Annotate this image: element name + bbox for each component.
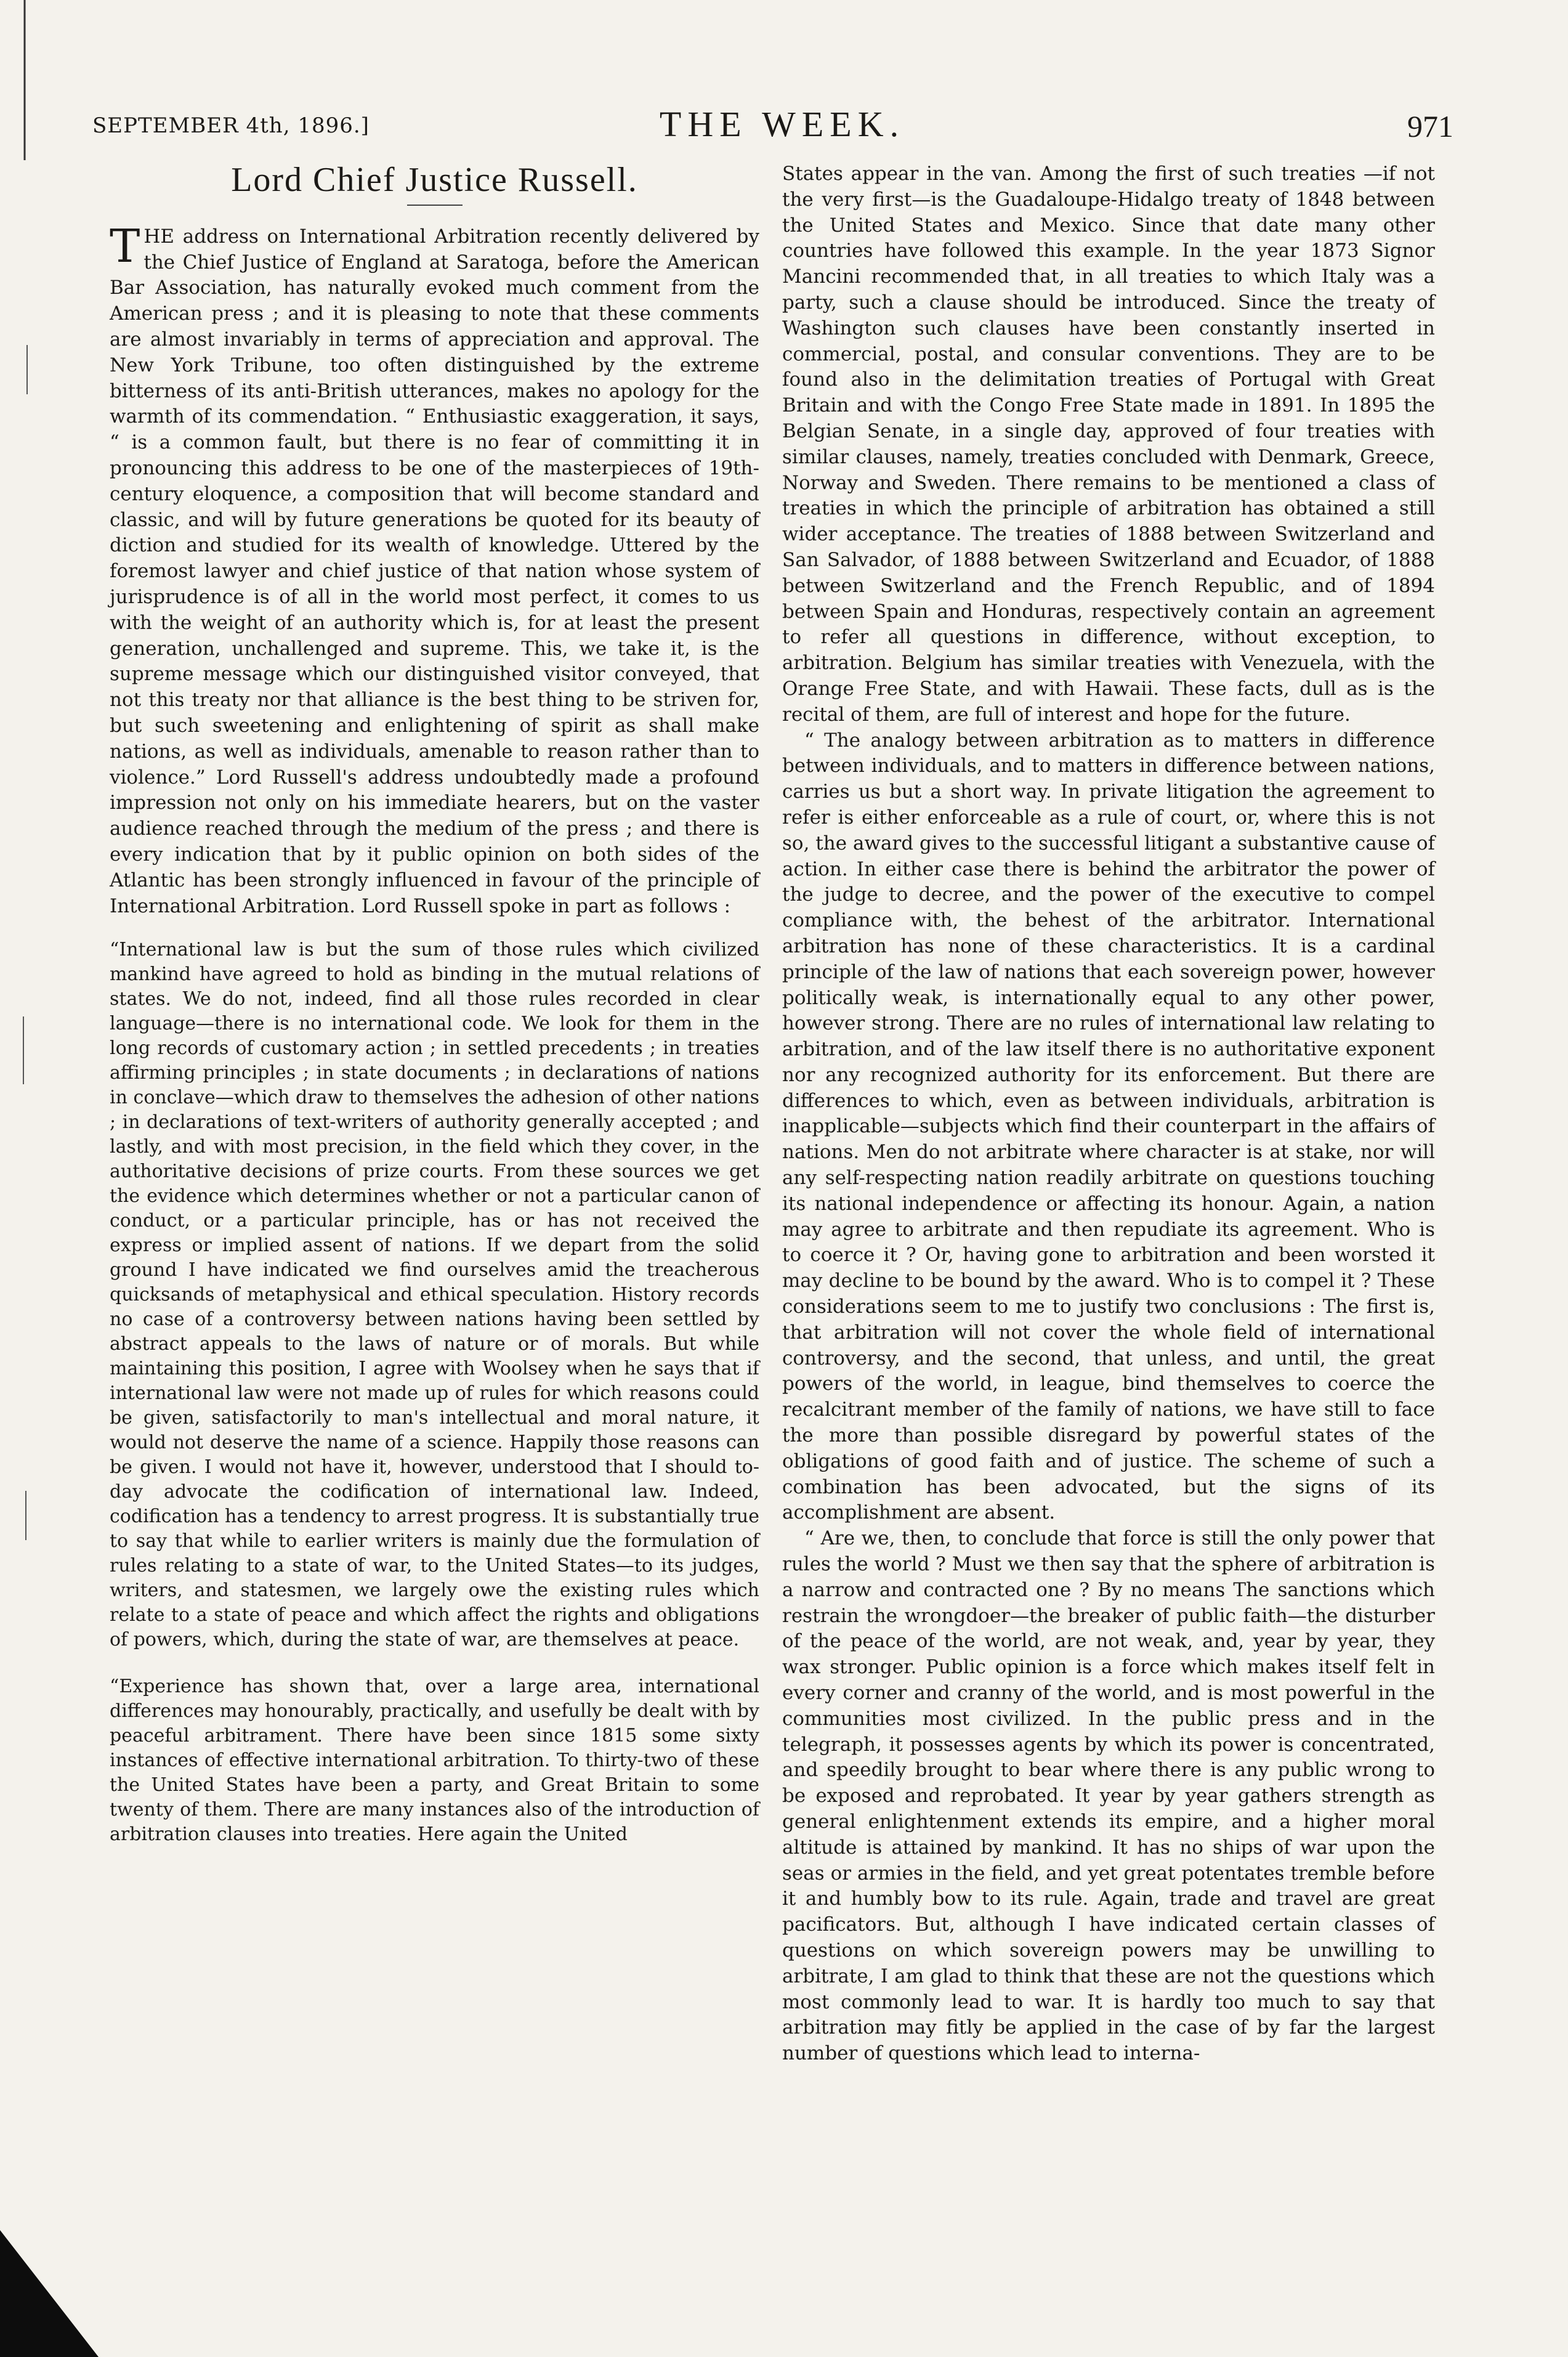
article-intro: THE address on International Arbitration recently delivered by the Chief Justice of England at Saratoga, before the American Bar Association, has naturally evoked much comment from the American press ; and it is pleasing to note that these comments are almost invariably in terms of appreciation and approval. The New York Tribune, too often distinguished by the extreme bitterness of its anti-British utterances, makes no apology for the warmth of its commendation. “ Enthusiastic exaggeration, it says, “ is a common fault, but there is no fear of committing it in pronouncing this address to be one of the masterpieces of 19th-century eloquence, a composition that will become standard and classic, and will by future generations be quoted for its beauty of diction and studied for its wealth of knowledge. Uttered by the foremost lawyer and chief justice of that nation whose system of jurisprudence is of all in the world most perfect, it comes to us with the weight of an authority which is, for at least the present generation, unchallenged and supreme. This, we take it, is the supreme message which our distinguished visitor conveyed, that not this treaty nor that alliance is the best thing to be striven for, but such sweetening and enlightening of spirit as shall make nations, as well as individuals, amenable to reason rather than to violence.” Lord Russell's address undoubtedly made a profound impression not only on his immediate hearers, but on the vaster audience reached through the medium of the press ; and there is every indication that by it public opinion on both sides of the Atlantic has been strongly influenced in favour of the principle of International Arbitration. Lord Russell spoke in part as follows :: [110, 219, 759, 917]
paragraph-treaties: States appear in the van. Among the first of such treaties —if not the very first—is the Guadaloupe-Hidalgo treaty of 1848 between the United States and Mexico. Since that date many other countries have followed this example. In the year 1873 Signor Mancini recommended that, in all treaties to which Italy was a party, such a clause should be introduced. Since the treaty of Washington such clauses have been constantly inserted in commercial, postal, and consular conventions. They are to be found also in the delimitation treaties of Portugal with Great Britain and with the Congo Free State made in 1891. In 1895 the Belgian Senate, in a single day, approved of four treaties with similar clauses, namely, treaties concluded with Denmark, Greece, Norway and Sweden. There remains to be mentioned a class of treaties in which the principle of arbitration has obtained a still wider acceptance. The treaties of 1888 between Switzerland and San Salvador, of 1888 between Switzerland and Ecuador, of 1888 between Switzerland and the French Republic, and of 1894 between Spain and Honduras, respectively contain an agreement to refer all questions in difference, without exception, to arbitration. Belgium has similar treaties with Venezuela, with the Orange Free State, and with Hawaii. These facts, dull as is the recital of them, are full of interest and hope for the future.: [782, 163, 1435, 726]
quote-experience: “Experience has shown that, over a large area, international differences may honourably, practically, and usefully be dealt with by peaceful arbitrament. There have been since 1815 some sixty instances of effective international arbitration. To thirty-two of these the United States have been a party, and Great Britain to some twenty of them. There are many instances also of the introduction of arbitration clauses into treaties. Here again the United: [110, 1676, 759, 1846]
title-rule: [407, 205, 463, 206]
binding-edge-marks: [12, 0, 37, 2357]
right-column: [782, 161, 1435, 2067]
quote-international-law: “International law is but the sum of those rules which civilized mankind have agreed to hold as binding in the mutual relations of states. We do not, indeed, find all those rules recorded in clear language—there is no international code. We look for them in the long records of customary action ; in settled precedents ; in treaties affirming principles ; in state documents ; in declarations of nations in conclave—which draw to themselves the adhesion of other nations ; in declarations of text-writers of authority generally accepted ; and lastly, and with most precision, in the field which they cover, in the authoritative decisions of prize courts. From these sources we get the evidence which determines whether or not a particular canon of conduct, or a particular principle, has or has not received the express or implied assent of nations. If we depart from the solid ground I have indicated we find ourselves amid the treacherous quicksands of metaphysical and ethical speculation. History records no case of a controversy between nations having been settled by abstract appeals to the laws of nature or of morals. But while maintaining this position, I agree with Woolsey when he says that if international law were not made up of rules for which reasons could be given, satisfactorily to man's intellectual and moral nature, it would not deserve the name of a science. Happily those reasons can be given. I would not have it, however, understood that I should to-day advocate the codification of international law. Indeed, codification has a tendency to arrest progress. It is substantially true to say that while to earlier writers is mainly due the formulation of rules relating to a state of war, to the United States—to its judges, writers, and statesmen, we largely owe the existing rules which relate to a state of peace and which affect the rights and obligations of powers, which, during the state of war, are themselves at peace.: [110, 939, 759, 1651]
paragraph-analogy: “ The analogy between arbitration as to matters in difference between individuals, and to matters in difference between nations, carries us but a short way. In private litigation the agreement to refer is either enforceable as a rule of court, or, where this is not so, the award gives to the successful litigant a substantive cause of action. In either case there is behind the arbitrator the power of the judge to decree, and the power of the executive to compel compliance with, the behest of the arbitrator. International arbitration has none of these characteristics. It is a cardinal principle of the law of nations that each sovereign power, however politically weak, is internationally equal to any other power, however strong. There are no rules of international law relating to arbitration, and of the law itself there is no authoritative exponent nor any recognized authority for its enforcement. But there are differences to which, even as between individuals, arbitration is inapplicable—subjects which find their counterpart in the affairs of nations. Men do not arbitrate where character is at stake, nor will any self-respecting nation readily arbitrate on questions touching its national independence or affecting its honour. Again, a nation may agree to arbitrate and then repudiate its agreement. Who is to coerce it ? Or, having gone to arbitration and been worsted it may decline to be bound by the award. Who is to compel it ? These considerations seem to me to justify two conclusions : The first is, that arbitration will not cover the whole field of international controversy, and the second, that unless, and until, the great powers of the world, in league, bind themselves to coerce the recalcitrant member of the family of nations, we have still to face the more than possible disregard by powerful states of the obligations of good faith and of justice. The scheme of such a combination has been advocated, but the signs of its accomplishment are absent.: [782, 729, 1435, 1524]
left-column: [110, 161, 759, 1847]
page-corner-shadow: [0, 2218, 99, 2357]
article-title: Lord Chief Justice Russell.: [231, 161, 638, 199]
page-number: 971: [1407, 109, 1453, 144]
publication-title: THE WEEK.: [659, 104, 905, 144]
paragraph-force: “ Are we, then, to conclude that force is still the only power that rules the world ? Must we then say that the sphere of arbitration is a narrow and contracted one ? By no means The sanctions which restrain the wrongdoer—the breaker of public faith—the disturber of the peace of the world, are not weak, and, year by year, they wax stronger. Public opinion is a force which makes itself felt in every corner and cranny of the world, and is most powerful in the communities most civilized. In the public press and in the telegraph, it possesses agents by which its power is concentrated, and speedily brought to bear where there is any public wrong to be exposed and reprobated. It year by year gathers strength as general enlightenment extends its empire, and a higher moral altitude is attained by mankind. It has no ships of war upon the seas or armies in the field, and yet great potentates tremble before it and humbly bow to its rule. Again, trade and travel are great pacificators. But, although I have indicated certain classes of questions on which sovereign powers may be unwilling to arbitrate, I am glad to think that these are not the questions which most commonly lead to war. It is hardly too much to say that arbitration may fitly be applied in the case of by far the largest number of questions which lead to interna-: [782, 1527, 1435, 2065]
page-header: [92, 103, 1472, 159]
issue-date: SEPTEMBER 4th, 1896.]: [92, 113, 370, 138]
